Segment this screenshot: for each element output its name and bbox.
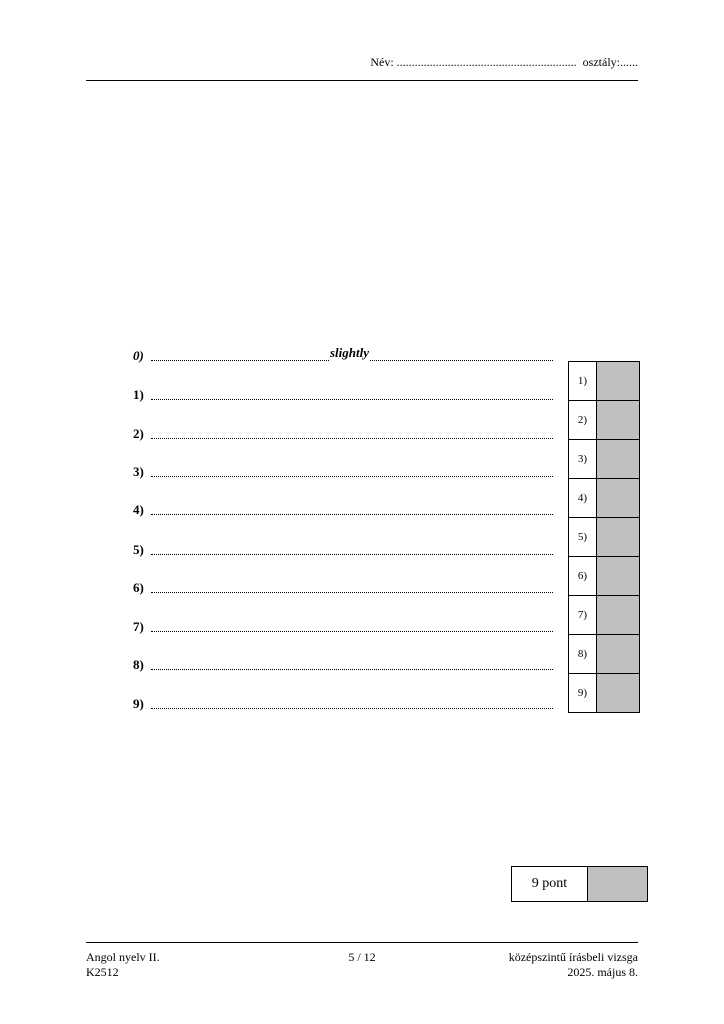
score-label: 1) <box>569 362 597 400</box>
score-label: 8) <box>569 635 597 673</box>
header-rule <box>86 80 638 81</box>
total-score-box <box>511 866 648 902</box>
student-info-header <box>86 55 638 70</box>
answer-row-4 <box>133 497 553 517</box>
class-label: osztály: <box>582 55 620 69</box>
answer-row-2 <box>133 421 553 441</box>
score-row <box>569 674 639 713</box>
answer-row-1 <box>133 382 553 402</box>
answer-row-8 <box>133 652 553 672</box>
answer-line-2[interactable] <box>151 426 553 439</box>
answer-line-4[interactable] <box>151 502 553 515</box>
footer-subject: Angol nyelv II. <box>86 950 160 964</box>
answer-line-9[interactable] <box>151 696 553 709</box>
answer-number: 2) <box>133 426 144 441</box>
answer-number: 9) <box>133 696 144 711</box>
answer-line-1[interactable] <box>151 387 553 400</box>
answer-row-5 <box>133 537 553 557</box>
footer-rule <box>86 942 638 943</box>
score-cell <box>597 518 639 556</box>
answer-number: 5) <box>133 542 144 557</box>
score-label: 5) <box>569 518 597 556</box>
example-answer: slightly <box>330 345 370 360</box>
footer-page-number: 5 / 12 <box>348 950 376 964</box>
score-cell <box>597 596 639 634</box>
score-label: 2) <box>569 401 597 439</box>
score-table <box>568 361 640 713</box>
score-cell <box>597 401 639 439</box>
answer-number: 7) <box>133 619 144 634</box>
score-row <box>569 557 639 596</box>
answer-row-0 <box>133 343 553 363</box>
footer-code: K2512 <box>86 965 119 979</box>
score-row <box>569 635 639 674</box>
score-row <box>569 479 639 518</box>
footer-date: 2025. május 8. <box>567 965 638 979</box>
score-cell <box>597 362 639 400</box>
score-row <box>569 518 639 557</box>
answer-line-0[interactable] <box>151 345 553 361</box>
answer-row-6 <box>133 575 553 595</box>
total-score-cell <box>588 867 647 901</box>
score-row <box>569 401 639 440</box>
answer-number: 4) <box>133 502 144 517</box>
answer-line-5[interactable] <box>151 542 553 555</box>
score-cell <box>597 635 639 673</box>
answer-row-3 <box>133 459 553 479</box>
class-field[interactable]: ...... <box>620 55 638 69</box>
footer-exam-type: középszintű írásbeli vizsga <box>508 950 638 964</box>
total-score-label: 9 pont <box>512 867 588 901</box>
name-label: Név: <box>370 55 394 69</box>
score-row <box>569 440 639 479</box>
score-cell <box>597 557 639 595</box>
score-row <box>569 362 639 401</box>
score-label: 3) <box>569 440 597 478</box>
score-cell <box>597 674 639 712</box>
answer-number: 0) <box>133 348 144 363</box>
score-cell <box>597 479 639 517</box>
score-label: 7) <box>569 596 597 634</box>
answer-row-7 <box>133 614 553 634</box>
score-label: 4) <box>569 479 597 517</box>
answer-line-6[interactable] <box>151 580 553 593</box>
answer-line-7[interactable] <box>151 619 553 632</box>
score-label: 9) <box>569 674 597 712</box>
answer-number: 3) <box>133 464 144 479</box>
score-cell <box>597 440 639 478</box>
answer-number: 1) <box>133 387 144 402</box>
answer-number: 8) <box>133 657 144 672</box>
name-field[interactable]: ............................................................ <box>396 55 577 69</box>
answer-line-8[interactable] <box>151 657 553 670</box>
answer-line-3[interactable] <box>151 464 553 477</box>
score-row <box>569 596 639 635</box>
score-label: 6) <box>569 557 597 595</box>
answer-number: 6) <box>133 580 144 595</box>
answer-row-9 <box>133 691 553 711</box>
